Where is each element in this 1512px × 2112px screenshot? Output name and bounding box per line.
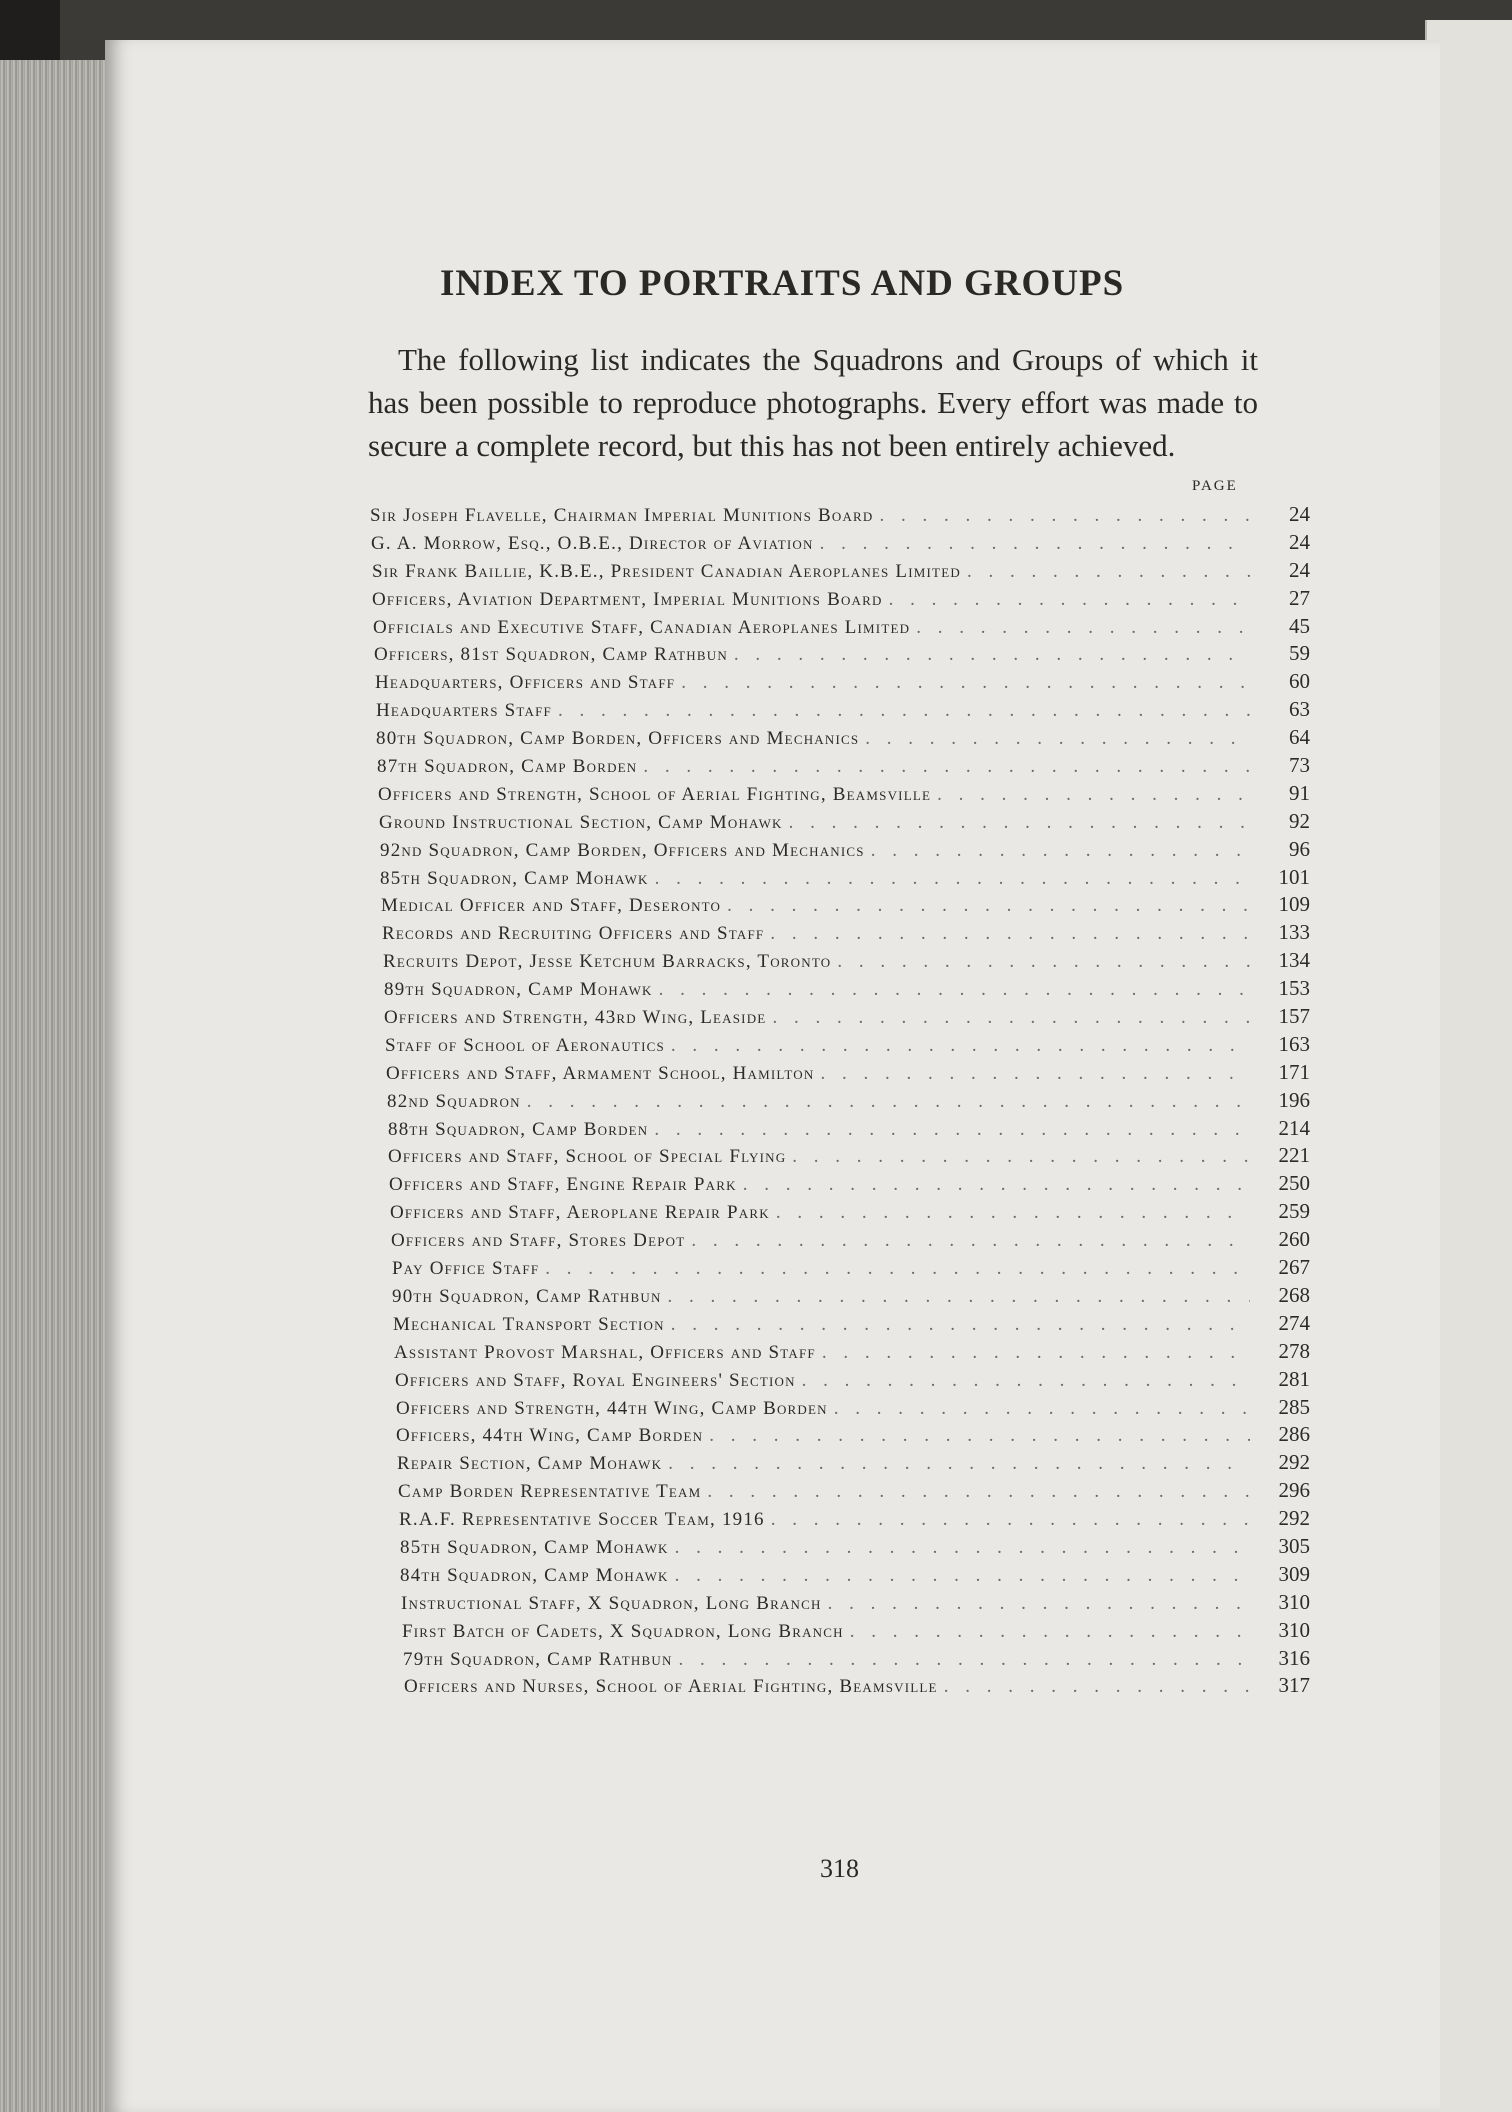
leader-dots <box>776 1202 1250 1224</box>
entry-page-number: 267 <box>1278 1255 1310 1280</box>
page-number: 318 <box>820 1854 859 1883</box>
index-entry <box>381 892 1310 920</box>
index-entry <box>391 1227 1310 1255</box>
leader-dots <box>558 700 1250 722</box>
entry-label: Officers and Staff, Armament School, Hamilton <box>386 1062 815 1084</box>
index-entry <box>370 502 1310 530</box>
index-entry <box>403 1646 1310 1674</box>
entry-page-number: 91 <box>1289 780 1310 805</box>
leader-dots <box>850 1621 1250 1643</box>
leader-dots <box>654 1119 1250 1141</box>
index-entry <box>396 1422 1310 1450</box>
index-entry <box>387 1088 1310 1116</box>
entry-page-number: 45 <box>1289 613 1310 638</box>
leader-dots <box>837 951 1250 973</box>
leader-dots <box>709 1425 1250 1447</box>
entry-page-number: 96 <box>1289 836 1310 861</box>
entry-label: Officers and Nurses, School of Aerial Fighting, Beamsville <box>404 1676 938 1698</box>
leader-dots <box>771 1509 1250 1531</box>
entry-page-number: 27 <box>1289 585 1310 610</box>
leader-dots <box>671 1035 1250 1057</box>
entry-label: Officers and Staff, Royal Engineers' Section <box>395 1369 796 1391</box>
entry-page-number: 59 <box>1289 641 1310 666</box>
index-entry <box>383 948 1310 976</box>
leader-dots <box>789 812 1250 834</box>
leader-dots <box>679 1649 1250 1671</box>
index-entry <box>373 614 1310 642</box>
leader-dots <box>889 589 1250 611</box>
entry-label: 88th Squadron, Camp Borden <box>388 1118 649 1140</box>
entry-label: First Batch of Cadets, X Squadron, Long Branch <box>402 1620 844 1642</box>
leader-dots <box>865 728 1250 750</box>
entry-label: Headquarters, Officers and Staff <box>375 672 676 694</box>
entry-page-number: 134 <box>1278 948 1310 973</box>
entry-label: Medical Officer and Staff, Deseronto <box>381 895 722 917</box>
leader-dots <box>659 979 1250 1001</box>
entry-page-number: 309 <box>1278 1561 1310 1586</box>
entry-label: Officers and Staff, School of Special Flying <box>388 1146 787 1168</box>
leader-dots <box>828 1593 1250 1615</box>
entry-page-number: 285 <box>1278 1394 1310 1419</box>
index-entry <box>384 1004 1310 1032</box>
entry-page-number: 305 <box>1278 1533 1310 1558</box>
entry-page-number: 310 <box>1278 1589 1310 1614</box>
leader-dots <box>820 1063 1250 1085</box>
index-entry <box>389 1171 1310 1199</box>
entry-page-number: 259 <box>1278 1199 1310 1224</box>
entry-page-number: 24 <box>1289 502 1310 526</box>
leader-dots <box>643 756 1250 778</box>
leader-dots <box>734 644 1250 666</box>
leader-dots <box>802 1370 1250 1392</box>
entry-page-number: 274 <box>1278 1310 1310 1335</box>
entry-label: Officials and Executive Staff, Canadian Aeroplanes Limited <box>373 616 911 638</box>
page-column-label: PAGE <box>1192 478 1238 494</box>
entry-label: Officers and Staff, Aeroplane Repair Park <box>390 1202 770 1224</box>
entry-label: Officers and Strength, 44th Wing, Camp Borden <box>396 1397 828 1419</box>
index-list <box>370 502 1310 1701</box>
index-entry <box>399 1506 1310 1534</box>
index-entry <box>384 976 1310 1004</box>
index-entry <box>392 1255 1310 1283</box>
leader-dots <box>668 1453 1250 1475</box>
entry-label: 79th Squadron, Camp Rathbun <box>403 1648 673 1670</box>
entry-label: Pay Office Staff <box>392 1258 540 1280</box>
entry-page-number: 24 <box>1289 529 1310 554</box>
index-entry <box>372 586 1310 614</box>
entry-page-number: 292 <box>1278 1506 1310 1531</box>
index-entry <box>380 865 1310 893</box>
entry-label: Officers, 44th Wing, Camp Borden <box>396 1425 704 1447</box>
leader-dots <box>671 1314 1250 1336</box>
leader-dots <box>707 1481 1250 1503</box>
entry-page-number: 260 <box>1278 1227 1310 1252</box>
entry-label: Records and Recruiting Officers and Staff <box>382 923 765 945</box>
entry-page-number: 221 <box>1278 1143 1310 1168</box>
leader-dots <box>743 1174 1250 1196</box>
entry-label: Officers and Staff, Engine Repair Park <box>389 1174 737 1196</box>
leader-dots <box>834 1398 1250 1420</box>
entry-label: 84th Squadron, Camp Mohawk <box>400 1564 669 1586</box>
index-entry <box>386 1060 1310 1088</box>
entry-label: Officers, Aviation Department, Imperial Munitions Board <box>372 588 883 610</box>
entry-label: Officers and Staff, Stores Depot <box>391 1230 686 1252</box>
entry-page-number: 317 <box>1278 1673 1310 1698</box>
index-entry <box>401 1590 1310 1618</box>
index-entry <box>371 530 1310 558</box>
entry-label: Officers and Strength, School of Aerial Fighting, Beamsville <box>378 783 932 805</box>
leader-dots <box>772 1007 1250 1029</box>
leader-dots <box>727 895 1250 917</box>
index-entry <box>377 753 1310 781</box>
leader-dots <box>675 1565 1250 1587</box>
entry-label: Recruits Depot, Jesse Ketchum Barracks, Toronto <box>383 951 832 973</box>
index-entry <box>402 1618 1310 1646</box>
leader-dots <box>691 1230 1250 1252</box>
entry-label: 87th Squadron, Camp Borden <box>377 756 638 778</box>
leader-dots <box>545 1258 1250 1280</box>
leader-dots <box>822 1342 1250 1364</box>
index-entry <box>374 641 1310 669</box>
leader-dots <box>937 784 1250 806</box>
entry-page-number: 310 <box>1278 1617 1310 1642</box>
index-entry <box>378 781 1310 809</box>
leader-dots <box>792 1146 1250 1168</box>
entry-page-number: 63 <box>1289 697 1310 722</box>
entry-page-number: 157 <box>1278 1004 1310 1029</box>
index-entry <box>375 669 1310 697</box>
entry-page-number: 296 <box>1278 1478 1310 1503</box>
leader-dots <box>871 840 1250 862</box>
leader-dots <box>916 617 1250 639</box>
entry-page-number: 250 <box>1278 1171 1310 1196</box>
entry-label: Sir Frank Baillie, K.B.E., President Canadian Aeroplanes Limited <box>372 560 961 582</box>
index-entry <box>398 1478 1310 1506</box>
entry-page-number: 109 <box>1278 892 1310 917</box>
entry-page-number: 64 <box>1289 725 1310 750</box>
entry-label: 85th Squadron, Camp Mohawk <box>380 867 649 889</box>
leader-dots <box>675 1537 1250 1559</box>
leader-dots <box>820 533 1250 555</box>
entry-page-number: 286 <box>1278 1422 1310 1447</box>
entry-label: Camp Borden Representative Team <box>398 1481 702 1503</box>
index-entry <box>376 697 1310 725</box>
entry-label: Officers, 81st Squadron, Camp Rathbun <box>374 644 728 666</box>
entry-label: 80th Squadron, Camp Borden, Officers and Mechanics <box>376 728 860 750</box>
entry-page-number: 196 <box>1278 1087 1310 1112</box>
entry-page-number: 268 <box>1278 1282 1310 1307</box>
entry-page-number: 153 <box>1278 976 1310 1001</box>
index-entry <box>394 1339 1310 1367</box>
index-entry <box>385 1032 1310 1060</box>
index-entry <box>395 1367 1310 1395</box>
entry-label: Staff of School of Aeronautics <box>385 1034 665 1056</box>
entry-page-number: 92 <box>1289 808 1310 833</box>
index-entry <box>382 920 1310 948</box>
entry-label: Repair Section, Camp Mohawk <box>397 1453 663 1475</box>
index-entry <box>388 1116 1310 1144</box>
entry-page-number: 163 <box>1278 1031 1310 1056</box>
intro-paragraph: The following list indicates the Squadrons and Groups of which it has been possible to reproduce photographs. Every effort was made to secure a complete record, but this has not been entirely achieved. <box>368 342 1258 463</box>
index-entry <box>393 1311 1310 1339</box>
entry-label: 89th Squadron, Camp Mohawk <box>384 979 653 1001</box>
entry-label: Assistant Provost Marshal, Officers and Staff <box>394 1341 816 1363</box>
entry-label: 90th Squadron, Camp Rathbun <box>392 1285 662 1307</box>
entry-page-number: 281 <box>1278 1366 1310 1391</box>
leader-dots <box>655 868 1250 890</box>
entry-label: 85th Squadron, Camp Mohawk <box>400 1536 669 1558</box>
leader-dots <box>668 1286 1250 1308</box>
entry-page-number: 101 <box>1278 864 1310 889</box>
leader-dots <box>880 505 1250 527</box>
entry-page-number: 316 <box>1278 1645 1310 1670</box>
leader-dots <box>944 1676 1250 1698</box>
index-entry <box>392 1283 1310 1311</box>
entry-page-number: 171 <box>1278 1059 1310 1084</box>
entry-page-number: 214 <box>1278 1115 1310 1140</box>
entry-label: Sir Joseph Flavelle, Chairman Imperial Munitions Board <box>370 505 874 526</box>
entry-page-number: 60 <box>1289 669 1310 694</box>
entry-page-number: 133 <box>1278 920 1310 945</box>
index-entry <box>376 725 1310 753</box>
entry-label: 92nd Squadron, Camp Borden, Officers and Mechanics <box>380 839 865 861</box>
leader-dots <box>967 561 1250 583</box>
leader-dots <box>681 672 1250 694</box>
leader-dots <box>770 923 1250 945</box>
index-entry <box>380 837 1310 865</box>
entry-page-number: 278 <box>1278 1338 1310 1363</box>
index-entry <box>372 558 1310 586</box>
index-entry <box>379 809 1310 837</box>
page-title: INDEX TO PORTRAITS AND GROUPS <box>440 263 1125 304</box>
index-entry <box>397 1450 1310 1478</box>
entry-label: R.A.F. Representative Soccer Team, 1916 <box>399 1509 765 1531</box>
entry-label: Headquarters Staff <box>376 700 552 722</box>
entry-page-number: 73 <box>1289 753 1310 778</box>
entry-label: G. A. Morrow, Esq., O.B.E., Director of Aviation <box>371 532 814 554</box>
entry-label: Mechanical Transport Section <box>393 1313 665 1335</box>
entry-page-number: 24 <box>1289 557 1310 582</box>
entry-label: Officers and Strength, 43rd Wing, Leaside <box>384 1007 767 1029</box>
entry-label: Ground Instructional Section, Camp Mohawk <box>379 811 783 833</box>
index-entry <box>396 1395 1310 1423</box>
index-entry <box>400 1534 1310 1562</box>
entry-label: Instructional Staff, X Squadron, Long Branch <box>401 1592 822 1614</box>
entry-label: 82nd Squadron <box>387 1090 521 1112</box>
index-entry <box>404 1673 1310 1701</box>
entry-page-number: 292 <box>1278 1450 1310 1475</box>
index-entry <box>388 1143 1310 1171</box>
index-entry <box>400 1562 1310 1590</box>
leader-dots <box>527 1091 1250 1113</box>
index-entry <box>390 1199 1310 1227</box>
